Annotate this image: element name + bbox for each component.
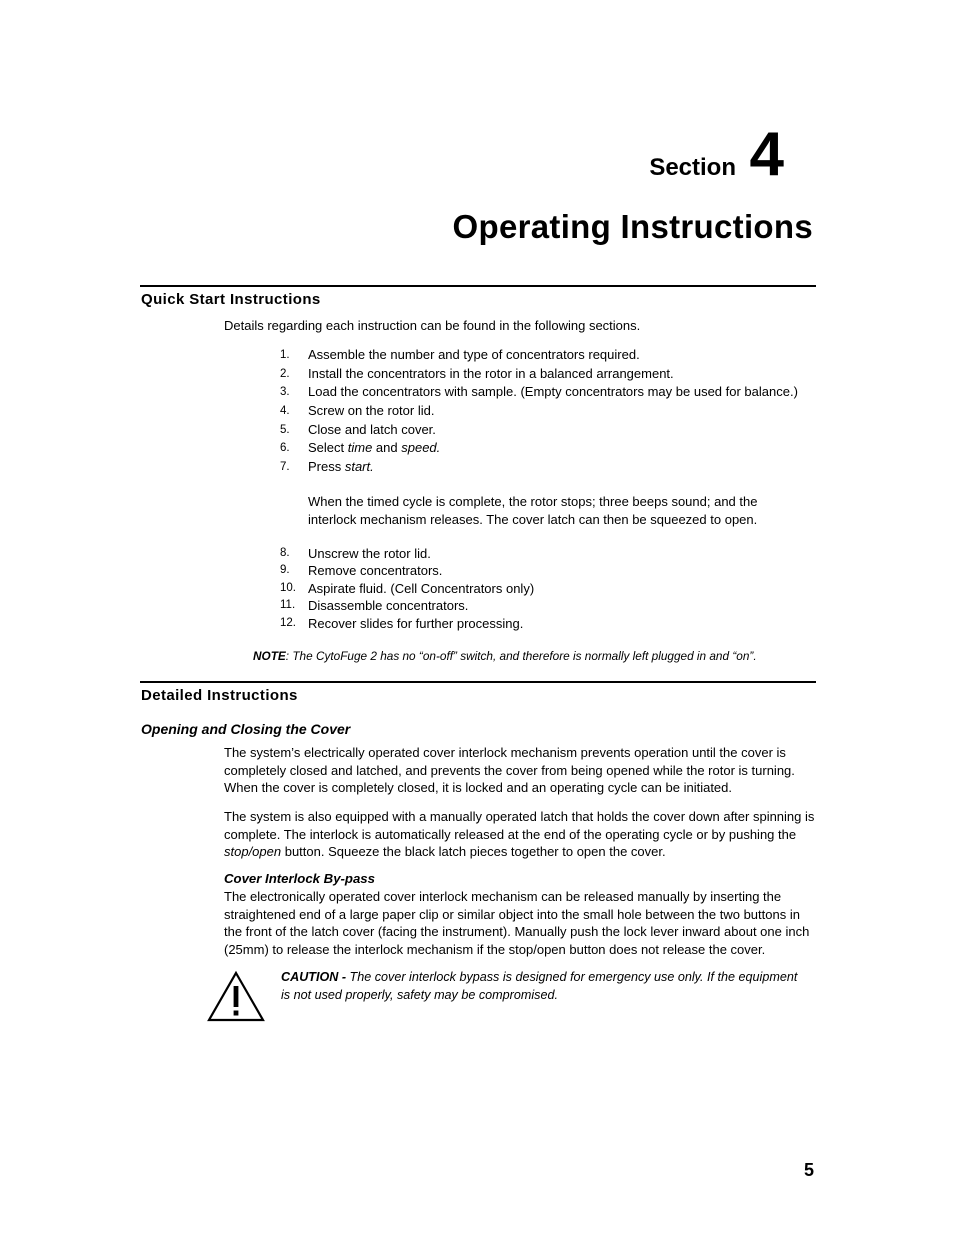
step-text: Aspirate fluid. (Cell Concentrators only) — [308, 580, 535, 596]
step-text-part: Press — [308, 459, 345, 475]
list-item — [280, 562, 820, 579]
bypass-paragraph: The electronically operated cover interlock mechanism can be released manually by inserting the straightened end of a large paper clip or similar object into the small hole between the two buttons in the front of the latch cover (facing the instrument). Manually push the lock lever inward about one inch (25mm) to release the interlock mechanism if the stop/open button does not release the cover. — [224, 889, 810, 957]
step-number: 5. — [280, 423, 290, 436]
step-number: 6. — [280, 442, 290, 455]
manual-latch-paragraph — [224, 808, 818, 861]
list-item — [280, 383, 820, 402]
section-number: 4 — [749, 120, 784, 189]
list-item — [280, 421, 820, 440]
note-label: NOTE — [253, 649, 286, 663]
step-text: Recover slides for further processing. — [308, 615, 524, 631]
step-number: 8. — [280, 547, 290, 559]
quick-start-steps-continued — [280, 545, 820, 632]
stop-open-emphasis: stop/open — [224, 844, 282, 859]
step-number: 11. — [280, 599, 296, 612]
list-item — [280, 580, 820, 597]
step-text — [308, 458, 374, 477]
step-number: 10. — [280, 581, 296, 594]
caution-message: The cover interlock bypass is designed for emergency use only. If the equipment is not used properly, safety may be compromised. — [281, 970, 798, 1002]
step-number: 9. — [280, 564, 290, 577]
list-item — [280, 402, 820, 421]
paragraph-text: button. Squeeze the black latch pieces together to open the cover. — [281, 844, 666, 859]
caution-text — [281, 968, 801, 1004]
note-text: : The CytoFuge 2 has no “on-off” switch, and therefore is normally left plugged in and “on”. — [285, 649, 757, 663]
page-number: 5 — [803, 1160, 814, 1180]
detailed-heading: Detailed Instructions — [141, 687, 298, 704]
list-item — [280, 365, 820, 384]
step-emphasis-start: start. — [344, 459, 374, 475]
step-emphasis-speed: speed. — [401, 440, 441, 456]
paragraph-text: The system is also equipped with a manually operated latch that holds the cover down after spinning is complete. The interlock is automatically released at the end of the operating cycle or by pushing the — [224, 809, 815, 842]
step-number: 3. — [280, 386, 290, 399]
quick-start-steps — [280, 346, 820, 477]
step-number: 2. — [280, 367, 290, 380]
bypass-subheading: Cover Interlock By-pass — [224, 871, 375, 886]
power-note — [253, 649, 757, 663]
list-item — [280, 615, 820, 632]
step-text: Unscrew the rotor lid. — [308, 546, 431, 561]
list-item — [280, 458, 820, 477]
step-text: Close and latch cover. — [308, 421, 436, 437]
list-item — [280, 597, 820, 614]
quick-start-intro: Details regarding each instruction can be found in the following sections. — [224, 318, 641, 333]
warning-icon — [206, 970, 266, 1024]
quick-start-heading: Quick Start Instructions — [141, 291, 321, 308]
step-text-part: Select — [308, 440, 348, 456]
step-number: 7. — [280, 461, 290, 474]
step-text — [308, 439, 440, 458]
step-number: 4. — [280, 405, 290, 418]
cycle-complete-note: When the timed cycle is complete, the rotor stops; three beeps sound; and the interlock mechanism releases. The cover latch can then be squeezed to open. — [308, 494, 758, 527]
step-text: Install the concentrators in the rotor in a balanced arrangement. — [308, 365, 674, 381]
list-item — [280, 439, 820, 458]
cover-interlock-paragraph: The system’s electrically operated cover interlock mechanism prevents operation until the cover is completely closed and latched, and prevents the cover from being opened while the rotor is turning. When the cover is completely closed, it is locked and an operating cycle can be initiated. — [224, 745, 795, 795]
opening-closing-subheading: Opening and Closing the Cover — [141, 721, 351, 737]
list-item — [280, 346, 820, 365]
step-text: Load the concentrators with sample. (Empty concentrators may be used for balance.) — [308, 384, 798, 400]
step-text: Assemble the number and type of concentrators required. — [308, 347, 640, 362]
page-title: Operating Instructions — [452, 208, 813, 245]
step-text: Screw on the rotor lid. — [308, 403, 435, 419]
step-text-part: and — [372, 440, 402, 456]
section-divider — [140, 285, 816, 287]
list-item — [280, 545, 820, 562]
step-text: Disassemble concentrators. — [308, 598, 469, 614]
step-number: 12. — [280, 616, 296, 629]
step-emphasis-time: time — [347, 440, 373, 456]
step-text: Remove concentrators. — [308, 563, 443, 579]
caution-label: CAUTION - — [281, 970, 347, 984]
step-number: 1. — [280, 349, 290, 361]
section-divider — [140, 681, 816, 683]
section-label: Section — [649, 154, 736, 181]
